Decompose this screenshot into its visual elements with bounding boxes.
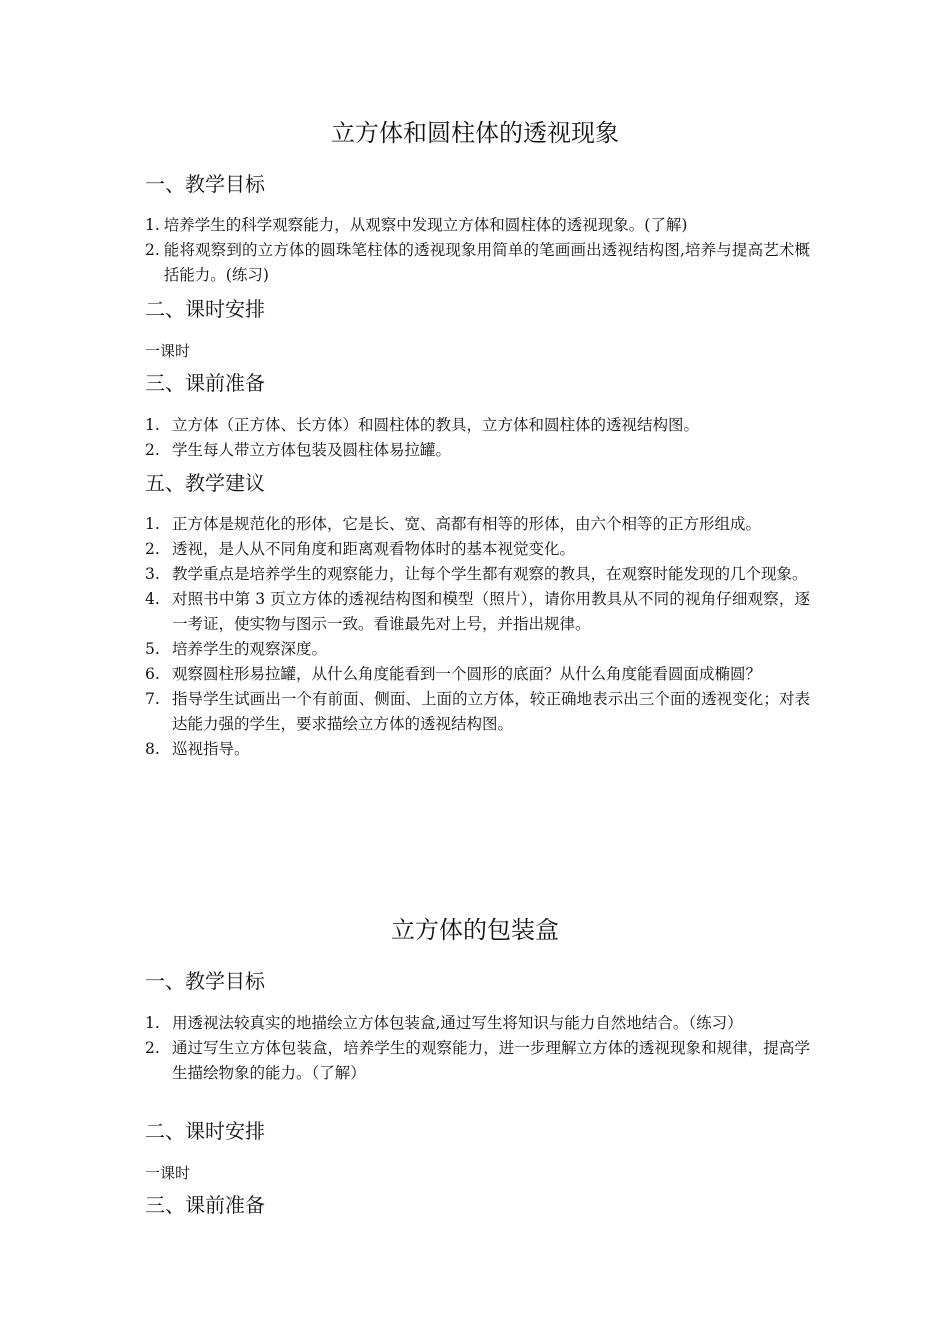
list-item: 5. 培养学生的观察深度。 [145, 640, 328, 658]
goals-list-2 [145, 1011, 810, 1086]
goals-heading-2: 一、教学目标 [145, 969, 265, 993]
list-item: 2. 学生每人带立方体包装及圆柱体易拉罐。 [145, 441, 452, 459]
list-item: 4. 对照书中第 3 页立方体的透视结构图和模型（照片），请你用教具从不同的视角仔细观察，逐一考证，使实物与图示一致。看谁最先对上号，并指出规律。 [145, 590, 810, 633]
lesson-title-1: 立方体和圆柱体的透视现象 [331, 119, 619, 147]
schedule-text-1: 一课时 [145, 342, 191, 360]
prep-heading-2: 三、课前准备 [145, 1193, 265, 1217]
advice-heading-1: 五、教学建议 [145, 471, 265, 495]
schedule-heading-2: 二、课时安排 [145, 1119, 265, 1143]
list-item: 7. 指导学生试画出一个有前面、侧面、上面的立方体，较正确地表示出三个面的透视变化；对表达能力强的学生，要求描绘立方体的透视结构图。 [145, 690, 810, 733]
list-item: 2. 透视，是人从不同角度和距离观看物体时的基本视觉变化。 [145, 540, 576, 558]
list-item: 1. 正方体是规范化的形体，它是长、宽、高都有相等的形体，由六个相等的正方形组成。 [145, 515, 762, 533]
schedule-heading-1: 二、课时安排 [145, 297, 265, 321]
schedule-text-2: 一课时 [145, 1164, 191, 1182]
goals-list-1 [145, 213, 810, 288]
list-item: 3. 教学重点是培养学生的观察能力，让每个学生都有观察的教具，在观察时能发现的几个现象。 [145, 565, 808, 583]
lesson-title-2: 立方体的包装盒 [391, 916, 559, 944]
prep-heading-1: 三、课前准备 [145, 371, 265, 395]
list-item: 1. 立方体（正方体、长方体）和圆柱体的教具，立方体和圆柱体的透视结构图。 [145, 416, 700, 434]
list-item: 6. 观察圆柱形易拉罐，从什么角度能看到一个圆形的底面？从什么角度能看圆面成椭圆？ [145, 665, 762, 683]
list-item: 1. 培养学生的科学观察能力，从观察中发现立方体和圆柱体的透视现象。(了解) [145, 216, 688, 234]
prep-list-1 [145, 413, 810, 463]
list-item: 2. 通过写生立方体包装盒，培养学生的观察能力，进一步理解立方体的透视现象和规律，提高学生描绘物象的能力。（了解） [145, 1039, 810, 1082]
goals-heading-1: 一、教学目标 [145, 172, 265, 196]
advice-list-1 [145, 512, 810, 762]
list-item: 1. 用透视法较真实的地描绘立方体包装盒,通过写生将知识与能力自然地结合。（练习） [145, 1014, 743, 1032]
list-item: 2. 能将观察到的立方体的圆珠笔柱体的透视现象用简单的笔画画出透视结构图,培养与提高艺术概括能力。(练习) [145, 241, 810, 284]
list-item: 8. 巡视指导。 [145, 740, 250, 758]
